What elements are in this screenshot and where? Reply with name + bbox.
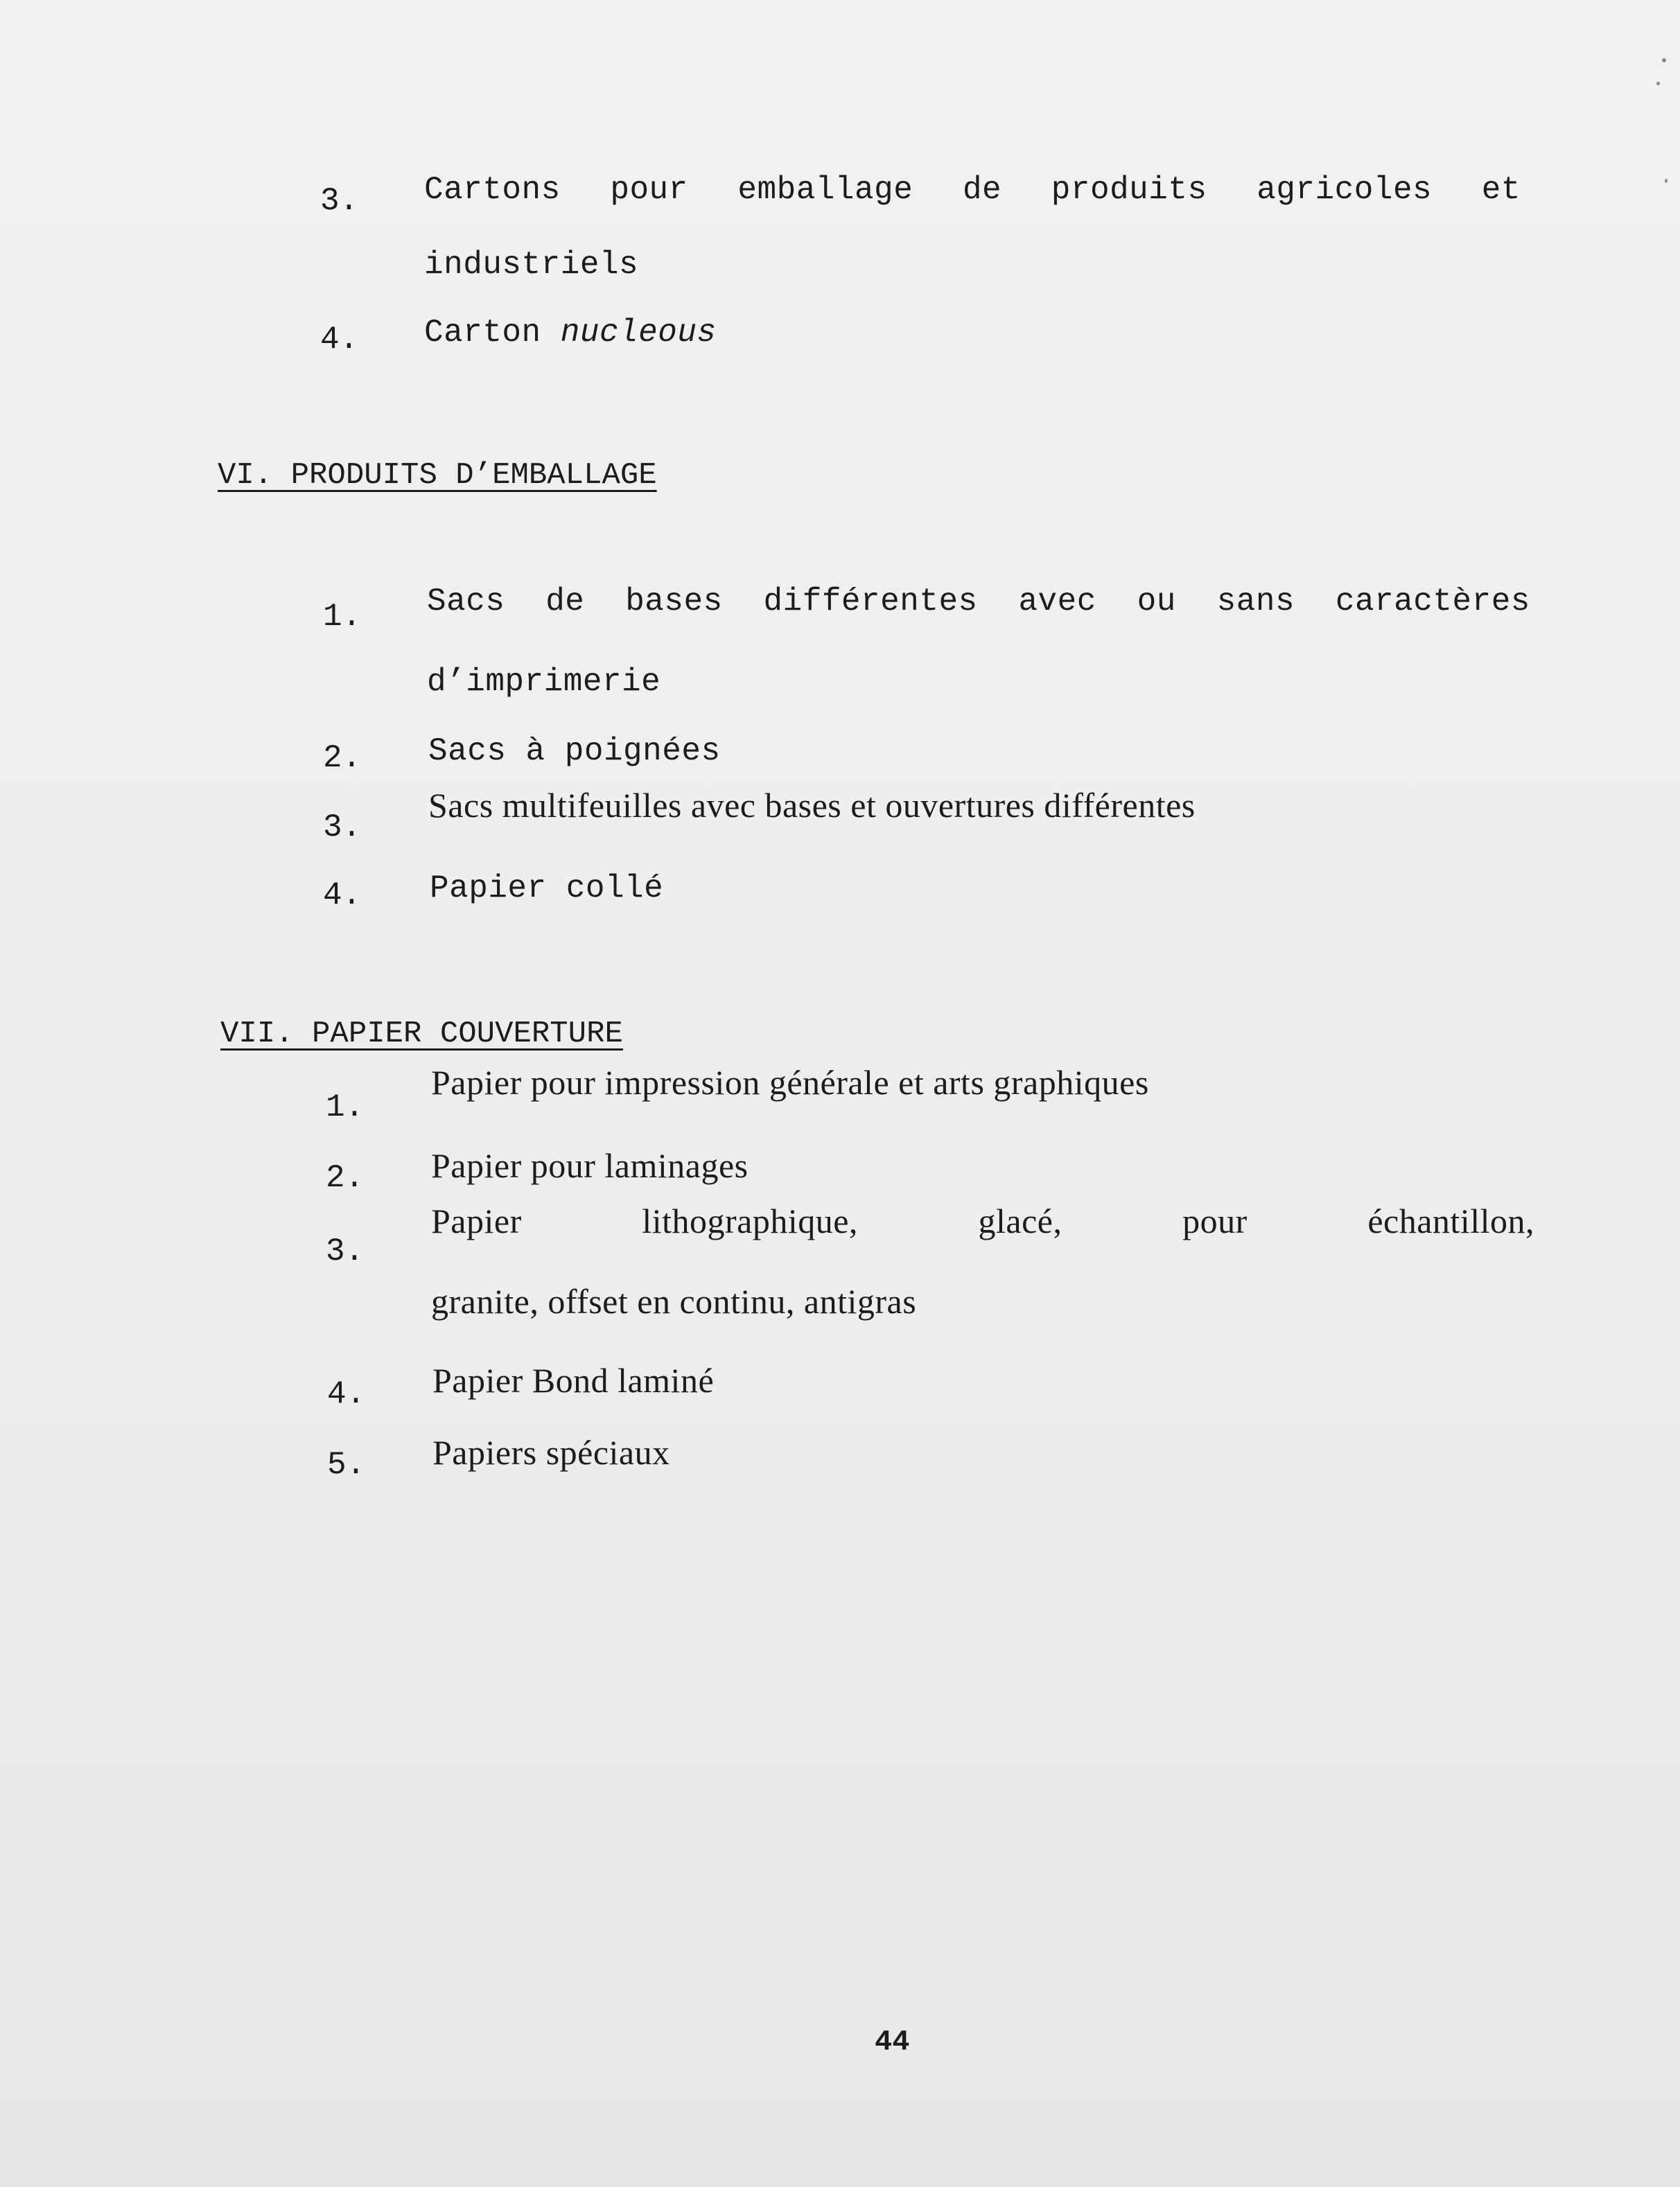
list-number: 4. [323, 877, 362, 913]
scan-speck [1665, 179, 1668, 183]
word: et [1481, 172, 1521, 208]
list-item-text: Papier pour impression générale et arts graphiques [431, 1063, 1149, 1102]
text-prefix: Carton [424, 315, 561, 351]
list-item-text [424, 170, 1521, 209]
scan-speck [1662, 58, 1666, 62]
list-item-text: Papiers spéciaux [432, 1433, 670, 1472]
list-item-text: Papier Bond laminé [432, 1361, 715, 1400]
word: pour [610, 172, 688, 208]
word: caractères [1335, 583, 1530, 620]
word: échantillon, [1367, 1202, 1534, 1240]
word: pour [1182, 1202, 1248, 1240]
word: de [962, 172, 1002, 208]
list-item-text: Sacs à poignées [428, 733, 721, 769]
list-number: 4. [327, 1376, 366, 1412]
word: Sacs [427, 583, 505, 620]
list-item-continuation: d’imprimerie [427, 664, 661, 700]
list-number: 3. [326, 1233, 365, 1270]
word: produits [1051, 172, 1207, 208]
word: différentes [763, 583, 978, 620]
list-item-text: Papier collé [430, 870, 664, 906]
list-item-continuation: industriels [424, 247, 639, 283]
list-number: 1. [326, 1089, 365, 1125]
list-item-text [424, 313, 717, 352]
list-item-text [427, 582, 1530, 621]
word: sans [1216, 583, 1295, 620]
list-number: 1. [323, 599, 362, 635]
page-number: 44 [875, 2026, 910, 2059]
word: glacé, [978, 1202, 1062, 1240]
word: agricoles [1257, 172, 1433, 208]
word: avec [1018, 583, 1096, 620]
list-number: 5. [327, 1447, 366, 1483]
list-number: 3. [320, 183, 359, 219]
section-heading: VI. PRODUITS D’EMBALLAGE [218, 458, 657, 493]
list-number: 2. [326, 1160, 365, 1196]
list-item-text: Sacs multifeuilles avec bases et ouvertures différentes [428, 786, 1196, 825]
scan-speck [1656, 82, 1660, 85]
word: Papier [431, 1202, 522, 1240]
list-item-text: Papier pour laminages [431, 1146, 749, 1185]
word: Cartons [424, 172, 561, 208]
word: de [545, 583, 585, 620]
list-number: 2. [323, 740, 362, 776]
word: bases [625, 583, 723, 620]
list-item-text [431, 1202, 1534, 1240]
word: emballage [737, 172, 913, 208]
word: lithographique, [642, 1202, 858, 1240]
italic-term: nucleous [560, 315, 717, 351]
list-number: 4. [320, 322, 359, 358]
list-item-continuation: granite, offset en continu, antigras [431, 1282, 917, 1321]
section-heading: VII. PAPIER COUVERTURE [220, 1017, 623, 1051]
list-number: 3. [323, 809, 362, 845]
word: ou [1137, 583, 1176, 620]
